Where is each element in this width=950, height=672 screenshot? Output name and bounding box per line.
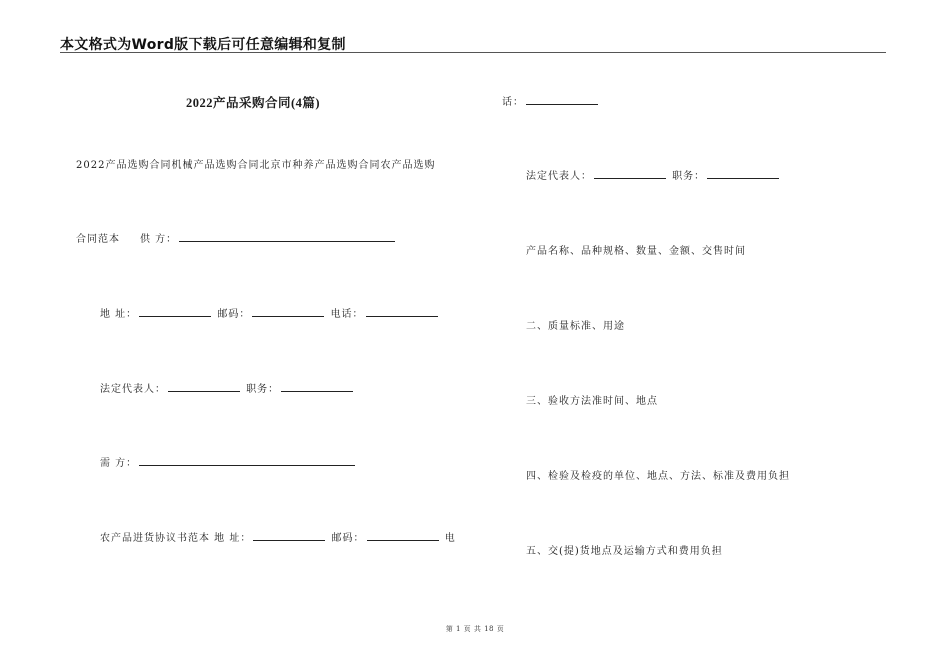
position-label: 职务： — [246, 384, 280, 395]
buyer-blank — [139, 455, 355, 466]
position-blank — [281, 381, 353, 392]
page-number-footer: 第 1 页 共 18 页 — [445, 625, 505, 633]
right-legal-rep-line — [526, 167, 781, 182]
intro-line: 2022产品选购合同机械产品选购合同北京市种养产品选购合同农产品选购 — [76, 160, 436, 171]
supplier-line — [76, 230, 397, 245]
right-legal-rep-blank — [594, 168, 666, 179]
clause-1: 产品名称、品种规格、数量、金额、交售时间 — [526, 246, 746, 257]
legal-rep-blank — [168, 381, 240, 392]
agreement-address-line — [100, 529, 456, 544]
legal-rep-label: 法定代表人： — [100, 384, 166, 395]
postcode-label: 邮码： — [217, 309, 251, 320]
phone-continued-label: 话： — [502, 97, 524, 108]
address-label: 地 址： — [100, 309, 138, 320]
header-divider — [60, 52, 886, 53]
clause-4: 四、检验及检疫的单位、地点、方法、标准及费用负担 — [526, 471, 790, 482]
clause-2: 二、质量标准、用途 — [526, 321, 625, 332]
clause-5: 五、交(提)货地点及运输方式和费用负担 — [526, 546, 723, 557]
supplier-blank — [179, 231, 395, 242]
phone-blank — [366, 306, 438, 317]
contract-template-text: 合同范本 — [76, 234, 120, 245]
buyer-label: 需 方： — [100, 458, 138, 469]
address-line — [100, 305, 440, 320]
right-legal-rep-label: 法定代表人： — [526, 171, 592, 182]
phone-continued-line — [502, 93, 600, 108]
phone-label: 电话： — [330, 309, 364, 320]
address-blank — [139, 306, 211, 317]
agreement-postcode-label: 邮码： — [331, 533, 365, 544]
agreement-address-label: 农产品进货协议书范本 地 址： — [100, 533, 252, 544]
clause-3: 三、验收方法准时间、地点 — [526, 396, 658, 407]
page-header: 本文格式为Word版下载后可任意编辑和复制 — [60, 37, 346, 53]
right-position-blank — [707, 168, 779, 179]
document-title: 2022产品采购合同(4篇) — [186, 96, 321, 110]
phone-continued-blank — [526, 94, 598, 105]
right-position-label: 职务： — [672, 171, 706, 182]
buyer-line — [100, 454, 357, 469]
legal-rep-line — [100, 380, 355, 395]
agreement-postcode-blank — [367, 530, 439, 541]
supplier-label: 供 方： — [140, 234, 178, 245]
postcode-blank — [252, 306, 324, 317]
agreement-address-blank — [253, 530, 325, 541]
phone-start-text: 电 — [444, 533, 456, 544]
